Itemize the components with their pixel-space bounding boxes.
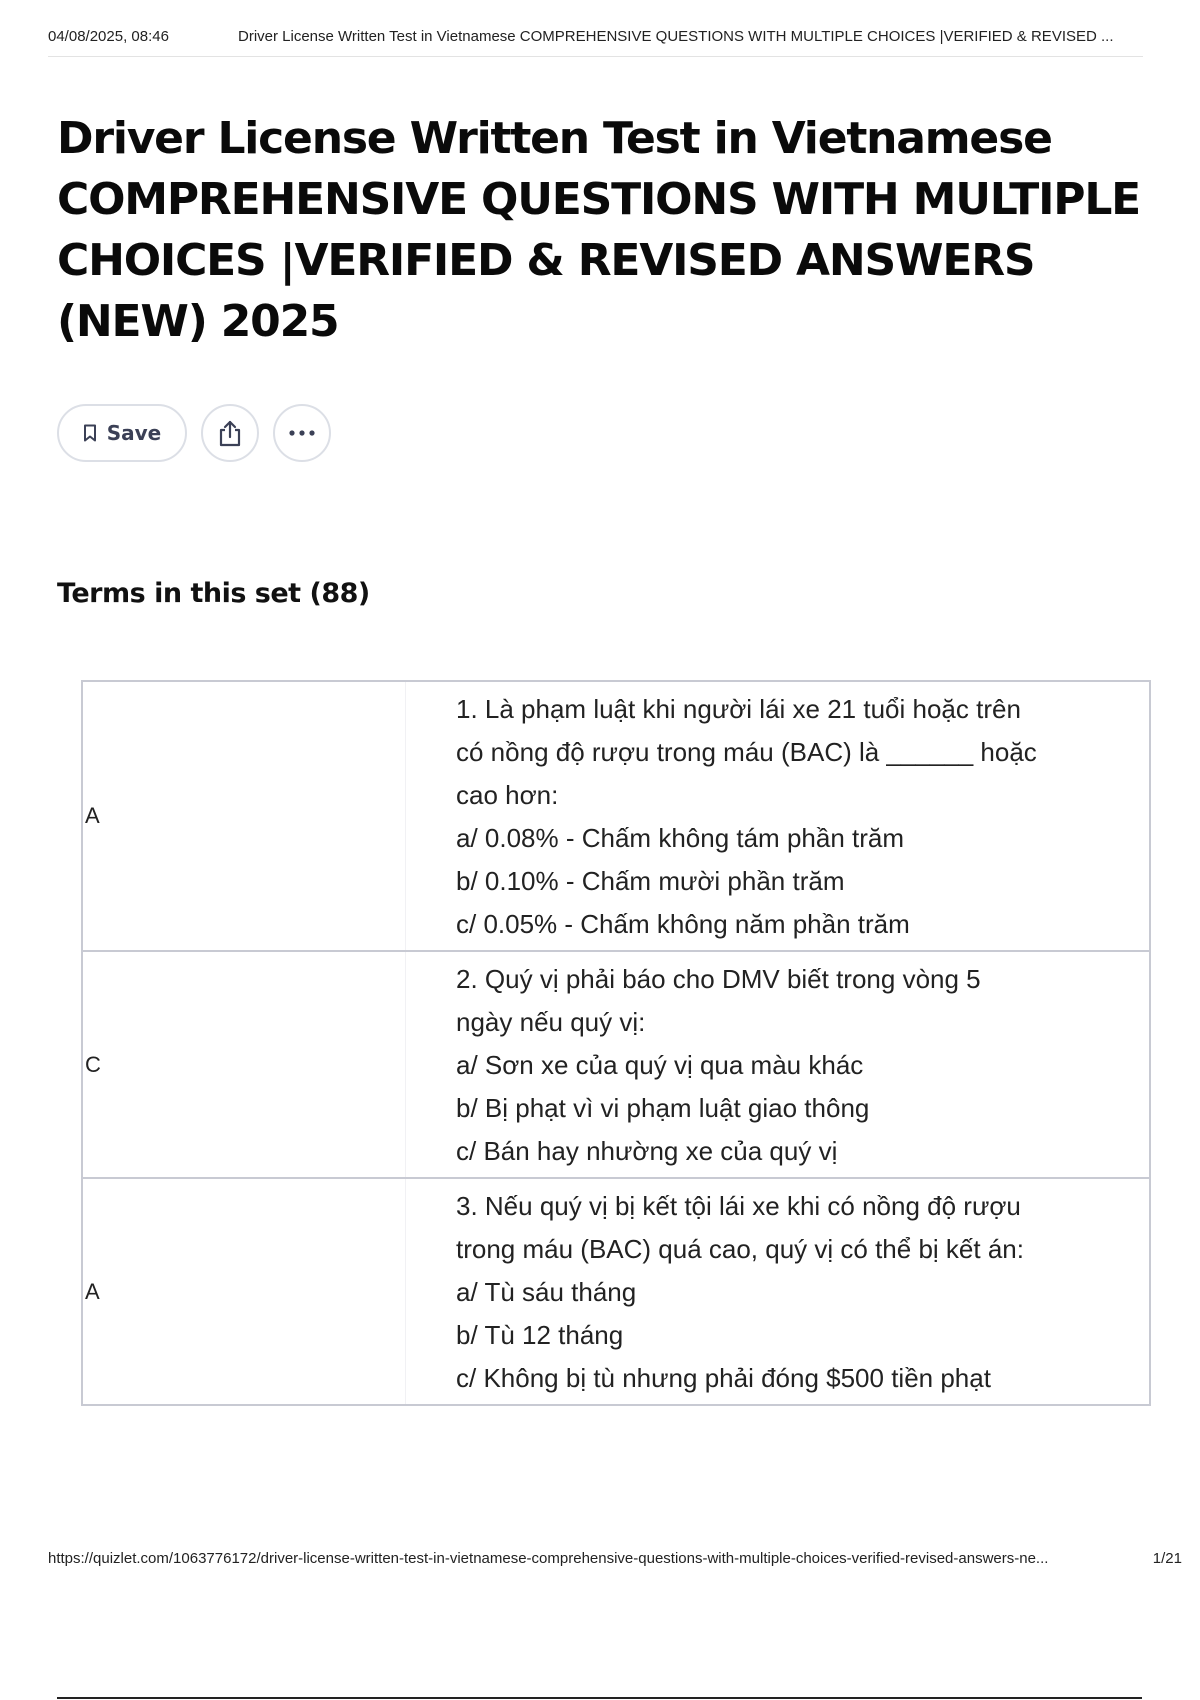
term-row <box>82 951 1150 1178</box>
more-icon <box>288 429 316 437</box>
print-header <box>48 28 1182 50</box>
term-question <box>406 1178 1151 1405</box>
print-doc-title: Driver License Written Test in Vietnamese COMPREHENSIVE QUESTIONS WITH MULTIPLE CHOICES |VERIFIED & REVISED ... <box>238 28 1114 45</box>
page-title: Driver License Written Test in Vietnamese COMPREHENSIVE QUESTIONS WITH MULTIPLE CHOICES |VERIFIED & REVISED ANSWERS (NEW) 2025 <box>57 113 1141 347</box>
bookmark-icon <box>83 424 97 442</box>
term-row <box>82 1178 1150 1405</box>
term-answer: A <box>82 681 406 951</box>
question-line: b/ Tù 12 tháng <box>456 1320 624 1350</box>
question-text: 3. Nếu quý vị bị kết tội lái xe khi có nồng độ rượu <box>456 1191 1021 1221</box>
question-line: a/ Sơn xe của quý vị qua màu khác <box>456 1050 864 1080</box>
question-line: c/ Bán hay nhường xe của quý vị <box>456 1136 838 1166</box>
print-date: 04/08/2025, 08:46 <box>48 28 169 45</box>
question-line: c/ 0.05% - Chấm không năm phần trăm <box>456 909 910 939</box>
save-button[interactable] <box>57 404 187 462</box>
share-icon <box>217 419 243 447</box>
question-line: ngày nếu quý vị: <box>456 1007 646 1037</box>
more-options-button[interactable] <box>273 404 331 462</box>
print-url: https://quizlet.com/1063776172/driver-license-written-test-in-vietnamese-comprehensive-questions-with-multiple-choices-verified-revised-answers-ne... <box>48 1550 1049 1567</box>
print-footer <box>48 1550 1182 1567</box>
term-row <box>82 681 1150 951</box>
action-bar <box>57 404 331 462</box>
save-button-label: Save <box>106 421 162 445</box>
terms-table <box>81 680 1151 1406</box>
question-line: c/ Không bị tù nhưng phải đóng $500 tiền phạt <box>456 1363 991 1393</box>
share-button[interactable] <box>201 404 259 462</box>
header-divider <box>48 56 1143 57</box>
question-line: có nồng độ rượu trong máu (BAC) là ______ hoặc <box>456 737 1037 767</box>
term-question <box>406 951 1151 1178</box>
page-number: 1/21 <box>1152 1550 1182 1567</box>
question-text: 2. Quý vị phải báo cho DMV biết trong vòng 5 <box>456 964 981 994</box>
question-text: 1. Là phạm luật khi người lái xe 21 tuổi hoặc trên <box>456 694 1021 724</box>
term-answer: C <box>82 951 406 1178</box>
term-answer: A <box>82 1178 406 1405</box>
terms-heading: Terms in this set (88) <box>57 578 370 609</box>
term-question <box>406 681 1151 951</box>
question-line: b/ Bị phạt vì vi phạm luật giao thông <box>456 1093 870 1123</box>
question-line: a/ Tù sáu tháng <box>456 1277 637 1307</box>
question-line: b/ 0.10% - Chấm mười phần trăm <box>456 866 845 896</box>
question-line: cao hơn: <box>456 780 559 810</box>
question-line: a/ 0.08% - Chấm không tám phần trăm <box>456 823 905 853</box>
bottom-divider <box>57 1697 1142 1699</box>
question-line: trong máu (BAC) quá cao, quý vị có thể bị kết án: <box>456 1234 1024 1264</box>
